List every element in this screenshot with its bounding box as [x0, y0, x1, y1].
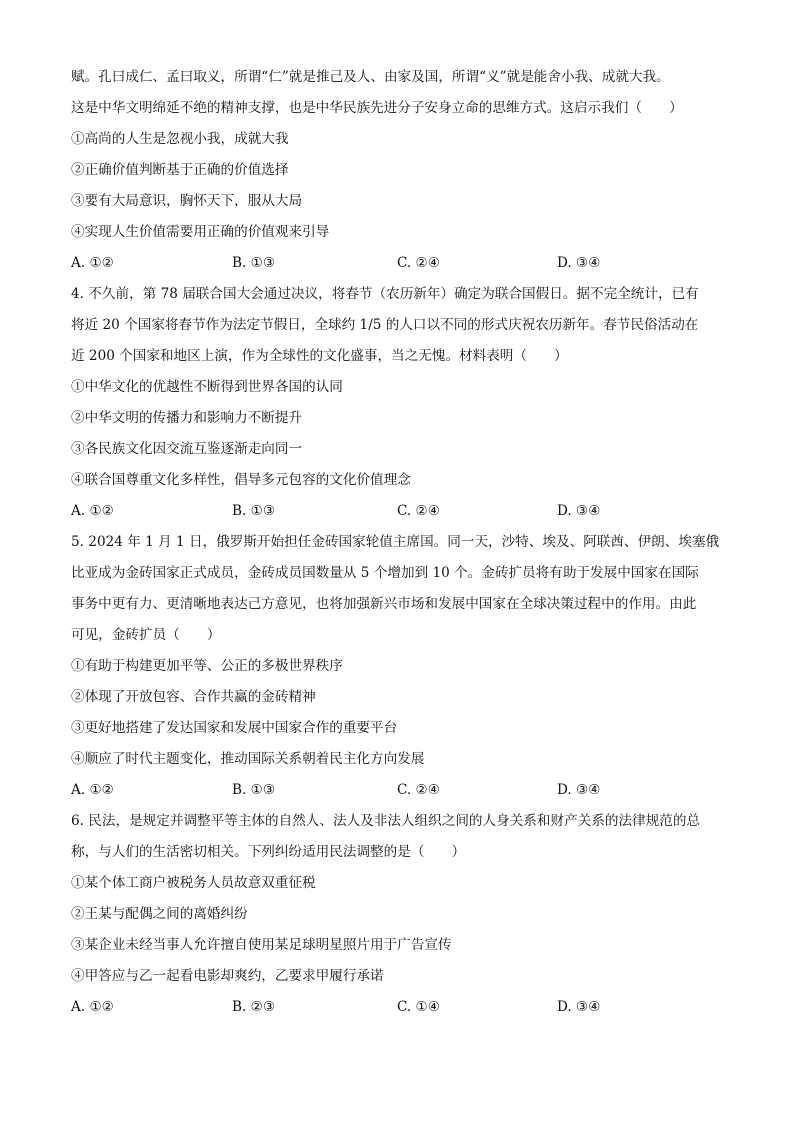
answer-options — [71, 992, 721, 1023]
option-d: D. ③④ — [557, 255, 601, 271]
answer-options — [71, 496, 721, 527]
question-stem-line: 赋。孔曰成仁、孟曰取义，所谓“仁”就是推己及人、由家及国，所谓“义”就是能舍小我、成就大我。 — [71, 69, 670, 85]
option-a: A. ①② — [71, 782, 114, 798]
question-6 — [71, 806, 721, 1023]
statement-item: ④联合国尊重文化多样性，倡导多元包容的文化价值理念 — [71, 472, 411, 488]
question-4 — [71, 279, 721, 527]
question-stem-line: 这是中华文明绵延不绝的精神支撑，也是中华民族先进分子安身立命的思维方式。这启示我们（ ） — [71, 100, 683, 116]
option-c: C. ①④ — [397, 999, 440, 1015]
answer-options — [71, 248, 721, 279]
option-b: B. ②③ — [232, 999, 276, 1015]
option-d: D. ③④ — [557, 782, 601, 798]
option-c: C. ②④ — [397, 255, 440, 271]
statement-item: ①某个体工商户被税务人员故意双重征税 — [71, 875, 316, 891]
question-stem-line: 比亚成为金砖国家正式成员，金砖成员国数量从 5 个增加到 10 个。金砖扩员将有助于发展中国家在国际 — [71, 565, 699, 581]
option-a: A. ①② — [71, 255, 114, 271]
exam-page — [71, 62, 721, 1023]
option-b: B. ①③ — [232, 782, 276, 798]
question-stem-line: 4. 不久前，第 78 届联合国大会通过决议，将春节（农历新年）确定为联合国假日。据不完全统计，已有 — [71, 286, 699, 302]
statement-item: ②中华文明的传播力和影响力不断提升 — [71, 410, 303, 426]
statement-item: ④甲答应与乙一起看电影却爽约，乙要求甲履行承诺 — [71, 968, 384, 984]
option-d: D. ③④ — [557, 503, 601, 519]
option-b: B. ①③ — [232, 503, 276, 519]
statement-item: ①中华文化的优越性不断得到世界各国的认同 — [71, 379, 343, 395]
statement-item: ③要有大局意识，胸怀天下，服从大局 — [71, 193, 303, 209]
statement-item: ④实现人生价值需要用正确的价值观来引导 — [71, 224, 330, 240]
option-d: D. ③④ — [557, 999, 601, 1015]
statement-item: ②王某与配偶之间的离婚纠纷 — [71, 906, 248, 922]
option-b: B. ①③ — [232, 255, 276, 271]
option-a: A. ①② — [71, 999, 114, 1015]
answer-options — [71, 775, 721, 806]
option-c: C. ②④ — [397, 782, 440, 798]
statement-item: ①高尚的人生是忽视小我，成就大我 — [71, 131, 289, 147]
question-stem-line: 可见，金砖扩员（ ） — [71, 627, 221, 643]
question-stem-line: 事务中更有力、更清晰地表达己方意见，也将加强新兴市场和发展中国家在全球决策过程中的作用。由此 — [71, 596, 697, 612]
question-5 — [71, 527, 721, 806]
statement-item: ②体现了开放包容、合作共赢的金砖精神 — [71, 689, 316, 705]
statement-item: ③更好地搭建了发达国家和发展中国家合作的重要平台 — [71, 720, 398, 736]
statement-item: ③某企业未经当事人允许擅自使用某足球明星照片用于广告宣传 — [71, 937, 452, 953]
question-stem-line: 称，与人们的生活密切相关。下列纠纷适用民法调整的是（ ） — [71, 844, 466, 860]
option-c: C. ②④ — [397, 503, 440, 519]
question-stem-line: 6. 民法，是规定并调整平等主体的自然人、法人及非法人组织之间的人身关系和财产关系的法律规范的总 — [71, 813, 701, 829]
statement-item: ③各民族文化因交流互鉴逐渐走向同一 — [71, 441, 303, 457]
question-stem-line: 近 200 个国家和地区上演，作为全球性的文化盛事，当之无愧。材料表明（ ） — [71, 348, 568, 364]
statement-item: ①有助于构建更加平等、公正的多极世界秩序 — [71, 658, 343, 674]
question-3 — [71, 62, 721, 279]
question-stem-line: 将近 20 个国家将春节作为法定节假日，全球约 1/5 的人口以不同的形式庆祝农历新年。春节民俗活动在 — [71, 317, 699, 333]
statement-item: ②正确价值判断基于正确的价值选择 — [71, 162, 289, 178]
question-stem-line: 5. 2024 年 1 月 1 日，俄罗斯开始担任金砖国家轮值主席国。同一天，沙特、埃及、阿联酋、伊朗、埃塞俄 — [71, 534, 720, 550]
option-a: A. ①② — [71, 503, 114, 519]
statement-item: ④顺应了时代主题变化，推动国际关系朝着民主化方向发展 — [71, 751, 425, 767]
